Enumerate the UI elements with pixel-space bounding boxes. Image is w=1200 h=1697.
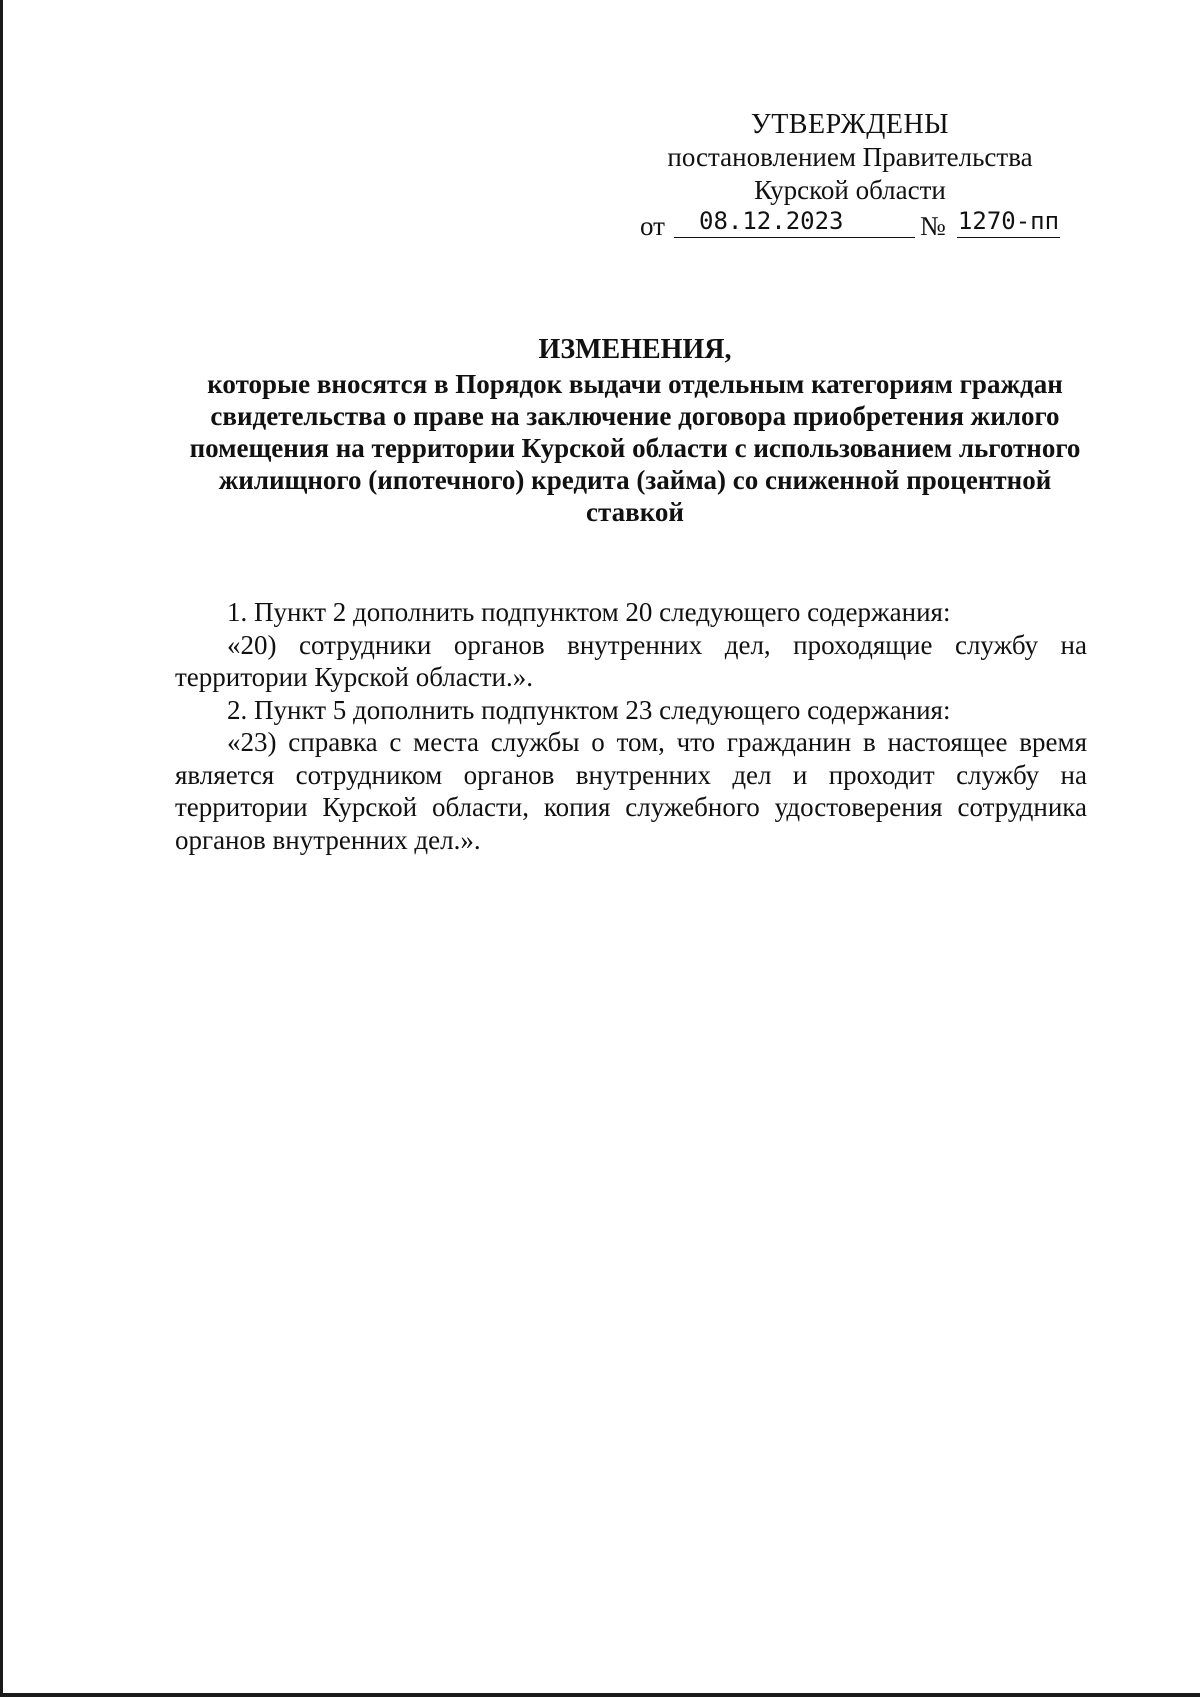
approval-number: 1270-пп	[957, 205, 1060, 238]
date-prefix: от	[640, 211, 665, 241]
paragraph-1: 1. Пункт 2 дополнить подпунктом 20 следующего содержания:	[227, 597, 951, 627]
document-title: ИЗМЕНЕНИЯ,	[538, 334, 732, 365]
approval-line-1: постановлением Правительства	[667, 142, 1033, 172]
approval-title: УТВЕРЖДЕНЫ	[750, 109, 950, 140]
paragraph-3: 2. Пункт 5 дополнить подпунктом 23 следующего содержания:	[227, 694, 951, 725]
number-sign: №	[920, 211, 946, 241]
scan-border-left	[0, 0, 3, 1697]
document-body	[175, 596, 1087, 856]
approval-date-row	[640, 205, 1080, 245]
approval-date: 08.12.2023	[674, 205, 915, 238]
document-heading	[170, 334, 1100, 528]
approval-stamp	[620, 108, 1080, 207]
paragraph-2: «20) сотрудники органов внутренних дел, проходящие службу на территории Курской области.».	[175, 629, 1087, 692]
scan-border-bottom	[0, 1693, 1200, 1697]
approval-line-2: Курской области	[754, 175, 946, 205]
paragraph-4: «23) справка с места службы о том, что гражданин в настоящее время является сотрудником органов внутренних дел и проходит службу на территории Курской области, копия служебного удостоверения сотрудника органов внутренних дел.».	[175, 727, 1087, 855]
document-subtitle: которые вносятся в Порядок выдачи отдельным категориям граждан свидетельства о праве на заключение договора приобретения жилого помещения на территории Курской области с использованием льготного жилищного (ипотечного) кредита (займа) со сниженной процентной ставкой	[189, 369, 1081, 527]
